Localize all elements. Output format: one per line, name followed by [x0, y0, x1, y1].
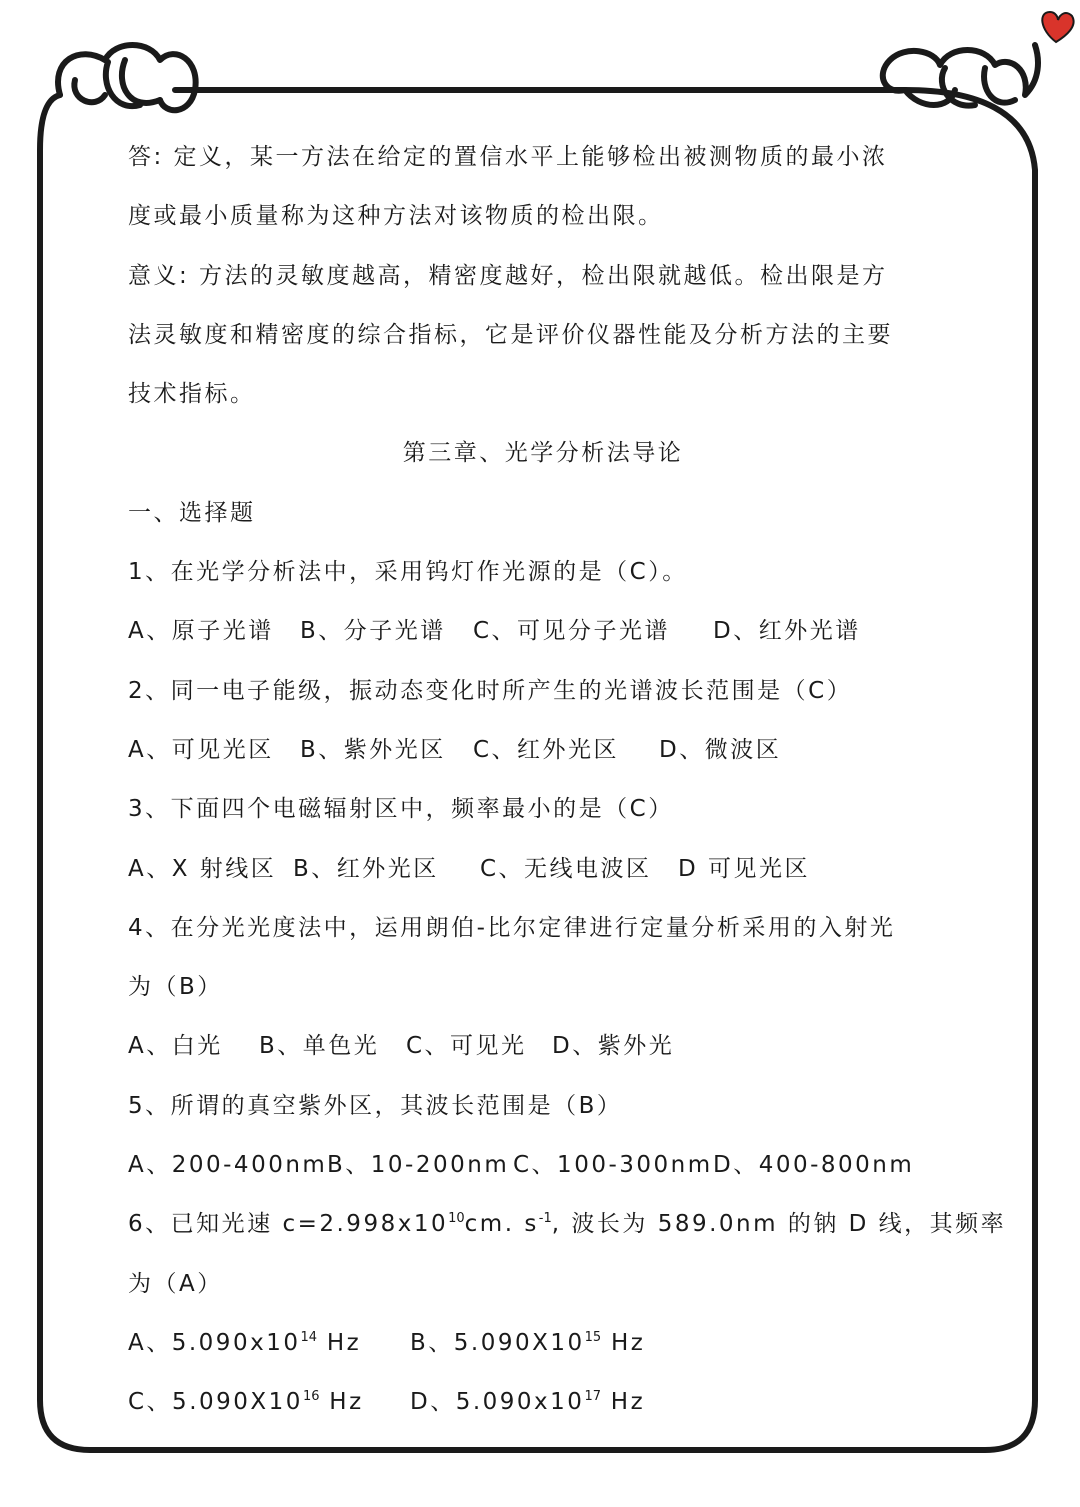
answer-line-5: 技术指标。: [128, 381, 256, 408]
question-4-options: [128, 1017, 928, 1076]
option-c: C、可见分子光谱: [473, 618, 671, 645]
question-1-stem: 1、在光学分析法中，采用钨灯作光源的是（C）。: [128, 559, 688, 586]
question-6-options-row-2: [128, 1373, 928, 1432]
question-3-stem: 3、下面四个电磁辐射区中，频率最小的是（C）: [128, 796, 674, 823]
option-a: A、原子光谱: [128, 618, 274, 645]
answer-line-2: 度或最小质量称为这种方法对该物质的检出限。: [128, 203, 664, 230]
option-d: D、400-800nm: [713, 1152, 915, 1179]
option-c: C、100-300nm: [513, 1152, 713, 1179]
stem-mid: cm. s: [464, 1211, 539, 1238]
option-d: D、微波区: [659, 736, 782, 763]
question-1-options: [128, 602, 928, 661]
option-d: D、红外光谱: [713, 618, 861, 645]
question-5-stem: 5、所谓的真空紫外区，其波长范围是（B）: [128, 1092, 623, 1119]
option-b: B、10-200nm: [327, 1152, 510, 1179]
option-a: A、X 射线区: [128, 855, 277, 882]
stem-prefix: 6、已知光速 c=2.998x10: [128, 1211, 449, 1238]
question-3-options: [128, 840, 928, 899]
answer-line-4: 法灵敏度和精密度的综合指标，它是评价仪器性能及分析方法的主要: [128, 321, 893, 348]
chapter-title: 第三章、光学分析法导论: [402, 440, 684, 467]
option-b: B、单色光: [259, 1033, 380, 1060]
option-b: B、分子光谱: [300, 618, 446, 645]
option-b: B、红外光区: [293, 855, 439, 882]
question-4-stem-line-1: 4、在分光光度法中，运用朗伯-比尔定律进行定量分析采用的入射光: [128, 914, 896, 941]
document-body: [128, 128, 1007, 1433]
section-title: 一、选择题: [128, 499, 256, 526]
answer-line-3: 意义: 方法的灵敏度越高，精密度越好，检出限就越低。检出限是方: [128, 262, 888, 289]
question-6-options-row-1: [128, 1314, 928, 1373]
option-c: C、红外光区: [473, 736, 620, 763]
stem-exponent-1: 10: [448, 1211, 465, 1227]
question-2-options: [128, 721, 928, 780]
question-4-stem-line-2: 为（B）: [128, 974, 223, 1001]
option-c: C、可见光: [406, 1033, 527, 1060]
option-a: A、白光: [128, 1033, 223, 1060]
question-2-stem: 2、同一电子能级，振动态变化时所产生的光谱波长范围是（C）: [128, 677, 853, 704]
option-b: B、$5.090X10^{15}$ Hz: [410, 1329, 646, 1356]
option-d: D、紫外光: [552, 1033, 675, 1060]
question-5-options: [128, 1136, 928, 1195]
stem-exponent-2: -1: [538, 1211, 552, 1227]
option-d: D、$5.090x10^{17}$ Hz: [410, 1389, 646, 1416]
option-d: D 可见光区: [678, 855, 811, 882]
question-6-stem-line-1: [128, 1195, 1007, 1254]
option-b: B、紫外光区: [300, 736, 446, 763]
option-a: A、$5.090x10^{14}$ Hz: [128, 1329, 362, 1356]
option-a: A、200-400nm: [128, 1152, 328, 1179]
answer-line-1: 答: 定义，某一方法在给定的置信水平上能够检出被测物质的最小浓: [128, 144, 888, 170]
option-a: A、可见光区: [128, 736, 274, 763]
heart-icon: [1042, 12, 1073, 42]
question-6-stem-line-2: 为（A）: [128, 1270, 223, 1297]
option-c: C、无线电波区: [480, 855, 652, 882]
stem-suffix: , 波长为 589.0nm 的钠 D 线，其频率: [551, 1211, 1007, 1238]
option-c: C、$5.090X10^{16}$ Hz: [128, 1389, 364, 1416]
